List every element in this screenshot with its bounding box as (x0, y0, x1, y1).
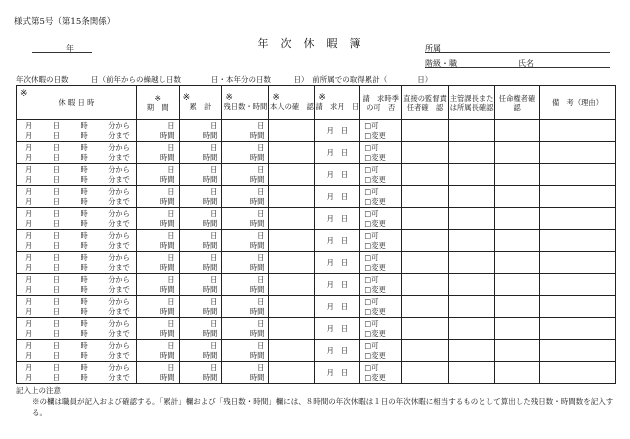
supervisor-cell[interactable] (402, 230, 449, 252)
approval-cell[interactable] (360, 274, 402, 296)
supervisor-cell[interactable] (402, 252, 449, 274)
approve-checkbox: □可 (364, 340, 379, 350)
self-confirm-cell[interactable] (269, 230, 315, 252)
section-chief-cell[interactable] (449, 164, 495, 186)
remaining-cell[interactable]: 日 時間 (222, 362, 269, 384)
table-row (17, 230, 616, 252)
col-period: ※ 期 間 (136, 86, 179, 120)
approve-checkbox: □可 (364, 120, 379, 130)
appointing-authority-cell[interactable] (495, 120, 540, 142)
self-confirm-cell[interactable] (269, 296, 315, 318)
approve-checkbox: □可 (364, 230, 379, 240)
cumulative-cell[interactable]: 日 時間 (179, 208, 222, 230)
appointing-authority-cell[interactable] (495, 142, 540, 164)
request-date-cell[interactable]: 月 日 (315, 164, 360, 186)
remarks-cell[interactable] (540, 252, 616, 274)
approve-checkbox: □可 (364, 362, 379, 372)
notes (16, 385, 616, 418)
remarks-cell[interactable] (540, 186, 616, 208)
remaining-cell[interactable]: 日 時間 (222, 120, 269, 142)
remaining-cell[interactable]: 日 時間 (222, 208, 269, 230)
approval-cell[interactable] (360, 252, 402, 274)
request-date-cell[interactable]: 月 日 (315, 362, 360, 384)
self-confirm-cell[interactable] (269, 120, 315, 142)
col-cumulative: ※ 累 計 (179, 86, 222, 120)
col-supervisor: 直接の監督責任者確 認 (402, 86, 449, 120)
appointing-authority-cell[interactable] (495, 208, 540, 230)
section-chief-cell[interactable] (449, 252, 495, 274)
approval-cell[interactable] (360, 208, 402, 230)
period-cell[interactable]: 日 時間 (136, 296, 179, 318)
self-confirm-cell[interactable] (269, 208, 315, 230)
approval-cell[interactable] (360, 230, 402, 252)
supervisor-cell[interactable] (402, 208, 449, 230)
change-checkbox: □変更 (364, 196, 386, 206)
self-confirm-cell[interactable] (269, 318, 315, 340)
change-checkbox: □変更 (364, 328, 386, 338)
request-date-cell[interactable]: 月 日 (315, 142, 360, 164)
remaining-cell[interactable]: 日 時間 (222, 164, 269, 186)
leave-ledger-table (16, 85, 616, 384)
remarks-cell[interactable] (540, 296, 616, 318)
leave-datetime-cell[interactable]: 月 日 時 分から 月 日 時 分まで (17, 164, 137, 186)
leave-datetime-cell[interactable]: 月 日 時 分から 月 日 時 分まで (17, 252, 137, 274)
self-confirm-cell[interactable] (269, 252, 315, 274)
remarks-cell[interactable] (540, 230, 616, 252)
appointing-authority-cell[interactable] (495, 318, 540, 340)
remarks-cell[interactable] (540, 340, 616, 362)
notes-body: ※の欄は職員が記入および確認する。「累計」欄および「残日数・時間」欄には、８時間の年次休暇は１日の年次休暇に相当するものとして算出した残日数・時間数を記入する。 (32, 397, 614, 417)
remarks-cell[interactable] (540, 142, 616, 164)
rank-name-field[interactable] (425, 67, 610, 68)
appointing-authority-cell[interactable] (495, 230, 540, 252)
period-cell[interactable]: 日 時間 (136, 186, 179, 208)
leave-datetime-cell[interactable]: 月 日 時 分から 月 日 時 分まで (17, 318, 137, 340)
request-date-cell[interactable]: 月 日 (315, 340, 360, 362)
table-row (17, 296, 616, 318)
approval-cell[interactable] (360, 318, 402, 340)
approve-checkbox: □可 (364, 252, 379, 262)
approval-cell[interactable] (360, 120, 402, 142)
change-checkbox: □変更 (364, 152, 386, 162)
supervisor-cell[interactable] (402, 296, 449, 318)
leave-datetime-cell[interactable]: 月 日 時 分から 月 日 時 分まで (17, 296, 137, 318)
appointing-authority-cell[interactable] (495, 340, 540, 362)
approval-cell[interactable] (360, 362, 402, 384)
supervisor-cell[interactable] (402, 362, 449, 384)
request-date-cell[interactable]: 月 日 (315, 318, 360, 340)
appointing-authority-cell[interactable] (495, 186, 540, 208)
form-number: 様式第5号（第15条関係） (14, 17, 116, 27)
request-date-cell[interactable]: 月 日 (315, 230, 360, 252)
section-chief-cell[interactable] (449, 274, 495, 296)
approve-checkbox: □可 (364, 164, 379, 174)
change-checkbox: □変更 (364, 262, 386, 272)
leave-datetime-cell[interactable]: 月 日 時 分から 月 日 時 分まで (17, 362, 137, 384)
approve-checkbox: □可 (364, 318, 379, 328)
remaining-cell[interactable]: 日 時間 (222, 340, 269, 362)
change-checkbox: □変更 (364, 372, 386, 382)
request-date-cell[interactable]: 月 日 (315, 252, 360, 274)
leave-datetime-cell[interactable]: 月 日 時 分から 月 日 時 分まで (17, 274, 137, 296)
approve-checkbox: □可 (364, 296, 379, 306)
leave-datetime-cell[interactable]: 月 日 時 分から 月 日 時 分まで (17, 230, 137, 252)
ledger-body (17, 120, 616, 384)
cumulative-cell[interactable]: 日 時間 (179, 142, 222, 164)
change-checkbox: □変更 (364, 218, 386, 228)
remaining-cell[interactable]: 日 時間 (222, 296, 269, 318)
self-confirm-cell[interactable] (269, 362, 315, 384)
appointing-authority-cell[interactable] (495, 164, 540, 186)
appointing-authority-cell[interactable] (495, 296, 540, 318)
section-chief-cell[interactable] (449, 120, 495, 142)
period-cell[interactable]: 日 時間 (136, 142, 179, 164)
table-row (17, 142, 616, 164)
name-label: 氏名 (518, 59, 534, 68)
period-cell[interactable]: 日 時間 (136, 252, 179, 274)
self-confirm-cell[interactable] (269, 186, 315, 208)
change-checkbox: □変更 (364, 240, 386, 250)
request-date-cell[interactable]: 月 日 (315, 296, 360, 318)
col-approval: 請 求時季の可 否 (360, 86, 402, 120)
remaining-cell[interactable]: 日 時間 (222, 318, 269, 340)
header-row (17, 86, 616, 120)
supervisor-cell[interactable] (402, 142, 449, 164)
leave-datetime-cell[interactable]: 月 日 時 分から 月 日 時 分まで (17, 142, 137, 164)
period-cell[interactable]: 日 時間 (136, 362, 179, 384)
table-row (17, 274, 616, 296)
remaining-cell[interactable]: 日 時間 (222, 142, 269, 164)
period-cell[interactable]: 日 時間 (136, 120, 179, 142)
change-checkbox: □変更 (364, 130, 386, 140)
supervisor-cell[interactable] (402, 340, 449, 362)
self-confirm-cell[interactable] (269, 164, 315, 186)
period-cell[interactable]: 日 時間 (136, 274, 179, 296)
change-checkbox: □変更 (364, 306, 386, 316)
approval-cell[interactable] (360, 142, 402, 164)
period-cell[interactable]: 日 時間 (136, 164, 179, 186)
period-cell[interactable]: 日 時間 (136, 340, 179, 362)
period-cell[interactable]: 日 時間 (136, 230, 179, 252)
department-label: 所属 (425, 44, 441, 53)
change-checkbox: □変更 (364, 284, 386, 294)
cumulative-cell[interactable]: 日 時間 (179, 164, 222, 186)
col-datetime: ※ 休 暇 日 時 (17, 86, 137, 120)
supervisor-cell[interactable] (402, 164, 449, 186)
cumulative-cell[interactable]: 日 時間 (179, 274, 222, 296)
section-chief-cell[interactable] (449, 340, 495, 362)
department-field[interactable] (425, 52, 610, 53)
table-row (17, 164, 616, 186)
year-field[interactable] (32, 52, 92, 53)
request-date-cell[interactable]: 月 日 (315, 274, 360, 296)
approve-checkbox: □可 (364, 274, 379, 284)
leave-datetime-cell[interactable]: 月 日 時 分から 月 日 時 分まで (17, 186, 137, 208)
col-remarks: 備 考（理由） (540, 86, 616, 120)
leave-datetime-cell[interactable]: 月 日 時 分から 月 日 時 分まで (17, 340, 137, 362)
col-appointing-authority: 任命権者確 認 (495, 86, 540, 120)
remaining-cell[interactable]: 日 時間 (222, 252, 269, 274)
table-row (17, 208, 616, 230)
leave-datetime-cell[interactable]: 月 日 時 分から 月 日 時 分まで (17, 120, 137, 142)
supervisor-cell[interactable] (402, 186, 449, 208)
supervisor-cell[interactable] (402, 274, 449, 296)
rank-label: 階級・職 (425, 59, 457, 68)
approve-checkbox: □可 (364, 208, 379, 218)
cumulative-cell[interactable]: 日 時間 (179, 340, 222, 362)
table-row (17, 318, 616, 340)
approval-cell[interactable] (360, 164, 402, 186)
leave-summary: 年次休暇の日数 日（前年からの繰越し日数 日・本年分の日数 日） 前所属での取得累計（ 日） (16, 75, 433, 84)
col-section-chief: 主管課長または所属長確認 (449, 86, 495, 120)
approval-cell[interactable] (360, 186, 402, 208)
remarks-cell[interactable] (540, 362, 616, 384)
remaining-cell[interactable]: 日 時間 (222, 230, 269, 252)
section-chief-cell[interactable] (449, 362, 495, 384)
table-row (17, 362, 616, 384)
col-remaining: ※ 残日数・時間 (222, 86, 269, 120)
section-chief-cell[interactable] (449, 186, 495, 208)
change-checkbox: □変更 (364, 174, 386, 184)
remarks-cell[interactable] (540, 318, 616, 340)
period-cell[interactable]: 日 時間 (136, 208, 179, 230)
approval-cell[interactable] (360, 340, 402, 362)
request-date-cell[interactable]: 月 日 (315, 120, 360, 142)
appointing-authority-cell[interactable] (495, 274, 540, 296)
self-confirm-cell[interactable] (269, 340, 315, 362)
cumulative-cell[interactable]: 日 時間 (179, 230, 222, 252)
section-chief-cell[interactable] (449, 318, 495, 340)
notes-heading: 記入上の注意 (16, 386, 61, 395)
approve-checkbox: □可 (364, 186, 379, 196)
cumulative-cell[interactable]: 日 時間 (179, 362, 222, 384)
supervisor-cell[interactable] (402, 120, 449, 142)
self-confirm-cell[interactable] (269, 142, 315, 164)
section-chief-cell[interactable] (449, 296, 495, 318)
self-confirm-cell[interactable] (269, 274, 315, 296)
request-date-cell[interactable]: 月 日 (315, 186, 360, 208)
cumulative-cell[interactable]: 日 時間 (179, 186, 222, 208)
remarks-cell[interactable] (540, 120, 616, 142)
table-row (17, 186, 616, 208)
supervisor-cell[interactable] (402, 318, 449, 340)
cumulative-cell[interactable]: 日 時間 (179, 120, 222, 142)
section-chief-cell[interactable] (449, 142, 495, 164)
table-row (17, 340, 616, 362)
appointing-authority-cell[interactable] (495, 362, 540, 384)
col-request-date: ※ 請 求月 日 (315, 86, 360, 120)
change-checkbox: □変更 (364, 350, 386, 360)
remarks-cell[interactable] (540, 274, 616, 296)
col-self-confirm: ※ 本人の確 認 (269, 86, 315, 120)
remaining-cell[interactable]: 日 時間 (222, 186, 269, 208)
remarks-cell[interactable] (540, 164, 616, 186)
appointing-authority-cell[interactable] (495, 252, 540, 274)
year-label: 年 (66, 44, 74, 53)
table-row (17, 120, 616, 142)
cumulative-cell[interactable]: 日 時間 (179, 252, 222, 274)
section-chief-cell[interactable] (449, 230, 495, 252)
leave-datetime-cell[interactable]: 月 日 時 分から 月 日 時 分まで (17, 208, 137, 230)
period-cell[interactable]: 日 時間 (136, 318, 179, 340)
cumulative-cell[interactable]: 日 時間 (179, 296, 222, 318)
remarks-cell[interactable] (540, 208, 616, 230)
request-date-cell[interactable]: 月 日 (315, 208, 360, 230)
remaining-cell[interactable]: 日 時間 (222, 274, 269, 296)
section-chief-cell[interactable] (449, 208, 495, 230)
approve-checkbox: □可 (364, 142, 379, 152)
cumulative-cell[interactable]: 日 時間 (179, 318, 222, 340)
table-row (17, 252, 616, 274)
approval-cell[interactable] (360, 296, 402, 318)
page-title: 年次休暇簿 (257, 37, 373, 50)
